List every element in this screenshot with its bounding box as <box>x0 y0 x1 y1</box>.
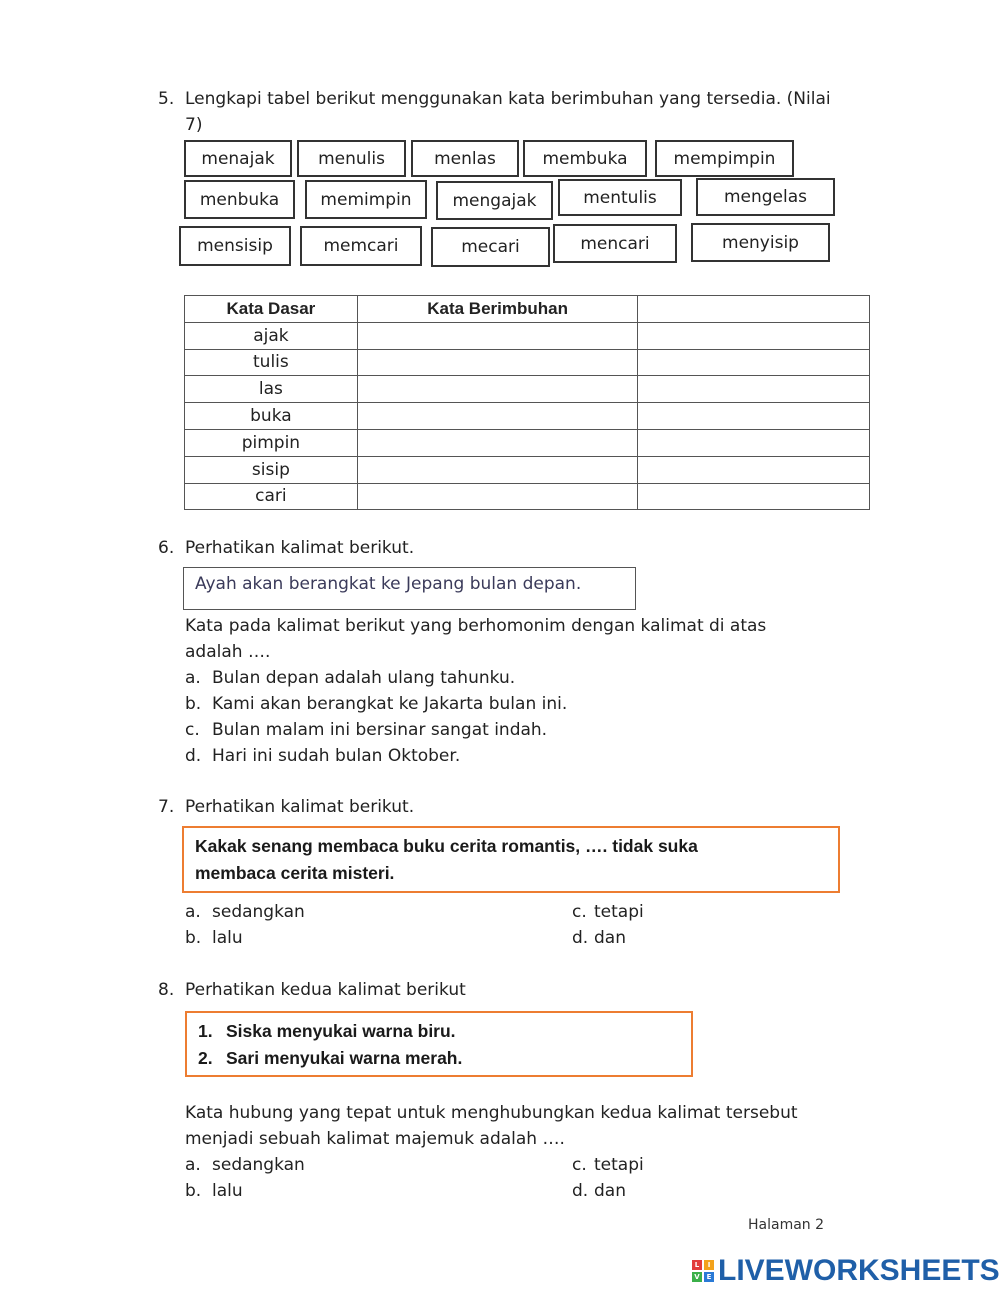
word-card[interactable]: mencari <box>553 224 677 263</box>
logo-letter: I <box>704 1260 714 1270</box>
option-text: lalu <box>212 928 243 948</box>
option-text: sedangkan <box>212 1155 305 1175</box>
option-text: Bulan malam ini bersinar sangat indah. <box>212 720 548 740</box>
q7-intro: Perhatikan kalimat berikut. <box>185 797 415 817</box>
q6-sentence-box <box>183 567 636 610</box>
q6-option-a[interactable] <box>185 668 515 688</box>
option-letter: d. <box>185 746 202 766</box>
q7-option-b[interactable] <box>185 928 243 948</box>
q6-question-line1: Kata pada kalimat berikut yang berhomonim dengan kalimat di atas <box>185 616 767 636</box>
word-card[interactable]: mensisip <box>179 226 291 266</box>
option-letter: c. <box>572 902 587 922</box>
liveworksheets-logo[interactable] <box>692 1254 1000 1288</box>
q6-option-b[interactable] <box>185 694 567 714</box>
q5-prompt-line2: 7) <box>185 115 203 135</box>
answer-cell[interactable] <box>638 322 870 349</box>
base-word: buka <box>185 403 358 430</box>
header-empty <box>638 296 870 323</box>
table-row <box>185 403 870 430</box>
option-letter: c. <box>572 1155 587 1175</box>
sentence-text: Sari menyukai warna merah. <box>226 1048 463 1068</box>
q6-option-c[interactable] <box>185 720 547 740</box>
logo-letter: V <box>692 1272 702 1282</box>
option-text: tetapi <box>594 1155 644 1175</box>
base-word: cari <box>185 483 358 510</box>
table-row <box>185 429 870 456</box>
word-card[interactable]: mengelas <box>696 178 835 216</box>
word-card[interactable]: memimpin <box>305 180 427 219</box>
word-card[interactable]: mengajak <box>436 181 553 220</box>
sentence-text: Siska menyukai warna biru. <box>226 1021 456 1041</box>
logo-mark-icon <box>692 1260 714 1282</box>
q8-question-line2: menjadi sebuah kalimat majemuk adalah …. <box>185 1129 565 1149</box>
option-letter: a. <box>185 668 201 688</box>
q7-number: 7. <box>158 797 175 817</box>
q6-sentence: Ayah akan berangkat ke Jepang bulan depan. <box>195 574 582 594</box>
q7-option-d[interactable] <box>572 928 626 948</box>
base-word: sisip <box>185 456 358 483</box>
answer-cell[interactable] <box>638 349 870 376</box>
option-letter: b. <box>185 928 202 948</box>
answer-cell[interactable] <box>638 483 870 510</box>
q7-sentence-line2: membaca cerita misteri. <box>195 863 395 883</box>
answer-cell[interactable] <box>638 403 870 430</box>
logo-text: LIVEWORKSHEETS <box>718 1254 1000 1287</box>
option-text: Hari ini sudah bulan Oktober. <box>212 746 461 766</box>
table-row <box>185 376 870 403</box>
q6-option-d[interactable] <box>185 746 460 766</box>
option-letter: d. <box>572 928 589 948</box>
q8-option-c[interactable] <box>572 1155 644 1175</box>
word-card[interactable]: mempimpin <box>655 140 794 177</box>
option-letter: c. <box>185 720 200 740</box>
option-text: Kami akan berangkat ke Jakarta bulan ini. <box>212 694 568 714</box>
word-card[interactable]: memcari <box>300 226 422 266</box>
base-word: tulis <box>185 349 358 376</box>
logo-letter: L <box>692 1260 702 1270</box>
table-row <box>185 322 870 349</box>
word-card[interactable]: menajak <box>184 140 292 177</box>
word-card[interactable]: menlas <box>411 140 519 177</box>
q8-intro: Perhatikan kedua kalimat berikut <box>185 980 466 1000</box>
table-row <box>185 456 870 483</box>
q8-number: 8. <box>158 980 175 1000</box>
table-header-row <box>185 296 870 323</box>
q5-number: 5. <box>158 89 175 109</box>
q8-option-d[interactable] <box>572 1181 626 1201</box>
q8-option-b[interactable] <box>185 1181 243 1201</box>
q8-sentence-2 <box>198 1048 462 1069</box>
table-row <box>185 483 870 510</box>
table-row <box>185 349 870 376</box>
answer-cell[interactable] <box>638 429 870 456</box>
option-text: dan <box>594 928 626 948</box>
option-text: sedangkan <box>212 902 305 922</box>
q8-option-a[interactable] <box>185 1155 305 1175</box>
q7-sentence-box <box>182 826 840 893</box>
word-card[interactable]: membuka <box>523 140 647 177</box>
option-text: lalu <box>212 1181 243 1201</box>
base-word: las <box>185 376 358 403</box>
answer-cell[interactable] <box>357 349 638 376</box>
base-word: ajak <box>185 322 358 349</box>
kata-table <box>184 295 870 510</box>
q6-question-line2: adalah …. <box>185 642 271 662</box>
q5-prompt-line1: Lengkapi tabel berikut menggunakan kata berimbuhan yang tersedia. (Nilai <box>185 89 831 109</box>
answer-cell[interactable] <box>357 456 638 483</box>
option-letter: d. <box>572 1181 589 1201</box>
sentence-number: 2. <box>198 1048 213 1068</box>
q6-intro: Perhatikan kalimat berikut. <box>185 538 415 558</box>
answer-cell[interactable] <box>357 429 638 456</box>
option-letter: b. <box>185 694 202 714</box>
answer-cell[interactable] <box>638 456 870 483</box>
answer-cell[interactable] <box>357 403 638 430</box>
option-letter: b. <box>185 1181 202 1201</box>
base-word: pimpin <box>185 429 358 456</box>
q8-sentence-1 <box>198 1021 456 1042</box>
answer-cell[interactable] <box>638 376 870 403</box>
q7-sentence-line1: Kakak senang membaca buku cerita romantis, …. tidak suka <box>195 836 698 856</box>
option-text: dan <box>594 1181 626 1201</box>
q7-option-a[interactable] <box>185 902 305 922</box>
option-letter: a. <box>185 902 201 922</box>
header-kata-berimbuhan: Kata Berimbuhan <box>357 296 638 323</box>
word-card[interactable]: menyisip <box>691 223 830 262</box>
page-number: Halaman 2 <box>748 1217 825 1233</box>
option-text: Bulan depan adalah ulang tahunku. <box>212 668 516 688</box>
word-card[interactable]: mentulis <box>558 179 682 216</box>
q7-option-c[interactable] <box>572 902 644 922</box>
word-card[interactable]: menbuka <box>184 180 295 219</box>
sentence-number: 1. <box>198 1021 213 1041</box>
q8-sentence-box <box>185 1011 693 1077</box>
option-text: tetapi <box>594 902 644 922</box>
answer-cell[interactable] <box>357 376 638 403</box>
answer-cell[interactable] <box>357 322 638 349</box>
q8-question-line1: Kata hubung yang tepat untuk menghubungkan kedua kalimat tersebut <box>185 1103 798 1123</box>
word-card[interactable]: menulis <box>297 140 406 177</box>
q6-number: 6. <box>158 538 175 558</box>
logo-letter: E <box>704 1272 714 1282</box>
header-kata-dasar: Kata Dasar <box>185 296 358 323</box>
answer-cell[interactable] <box>357 483 638 510</box>
word-card[interactable]: mecari <box>431 227 550 267</box>
option-letter: a. <box>185 1155 201 1175</box>
